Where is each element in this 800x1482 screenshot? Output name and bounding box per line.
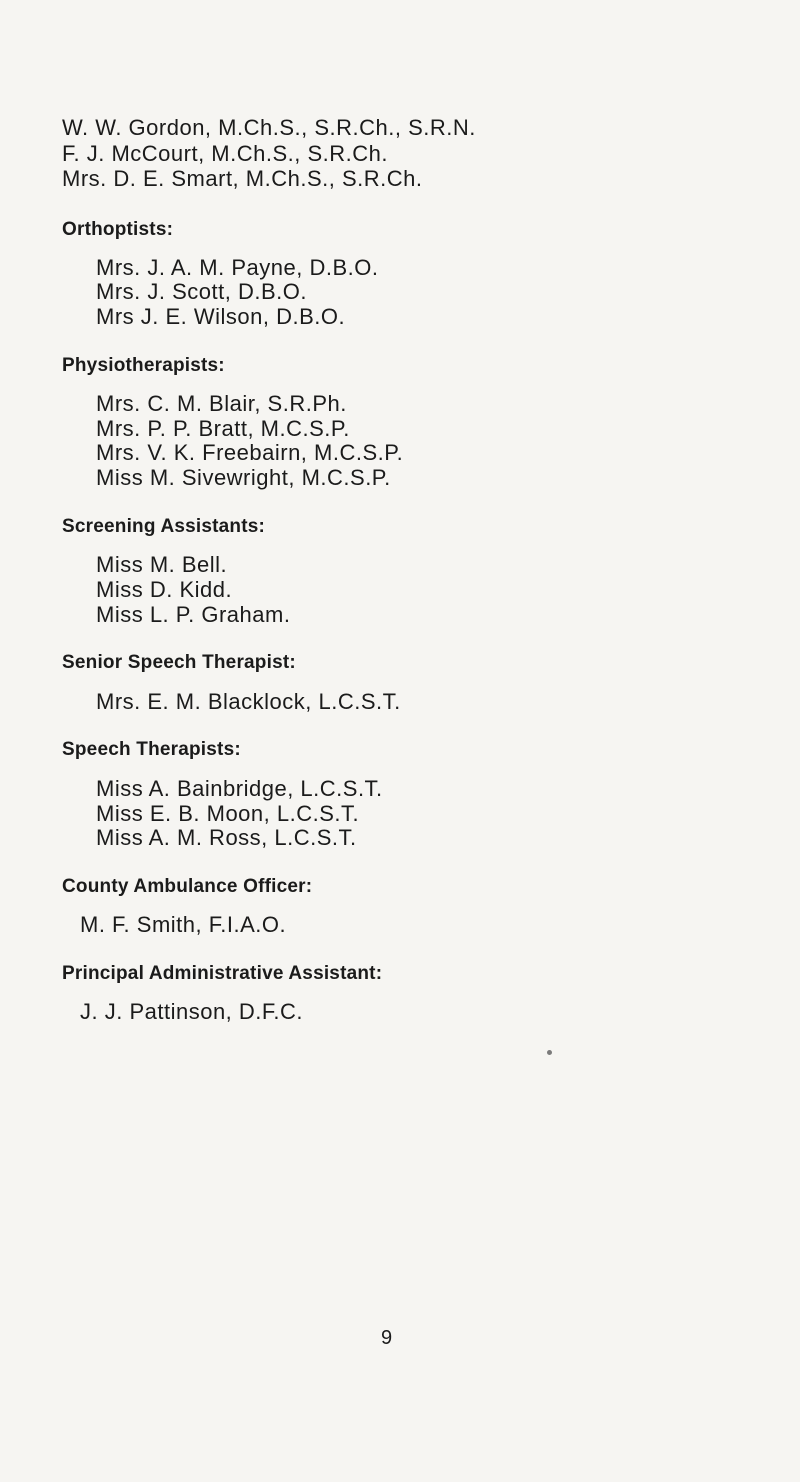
staff-entry: Miss E. B. Moon, L.C.S.T. — [96, 801, 360, 826]
staff-entry: Mrs. E. M. Blacklock, L.C.S.T. — [96, 689, 401, 714]
staff-entry: M. F. Smith, F.I.A.O. — [80, 912, 287, 937]
staff-entry: J. J. Pattinson, D.F.C. — [80, 999, 304, 1024]
staff-entry: Miss A. Bainbridge, L.C.S.T. — [96, 776, 383, 801]
staff-entry: Mrs. D. E. Smart, M.Ch.S., S.R.Ch. — [62, 166, 423, 191]
staff-entry: Mrs J. E. Wilson, D.B.O. — [96, 304, 346, 329]
staff-entry: Mrs. J. Scott, D.B.O. — [96, 279, 307, 304]
staff-entry: Miss D. Kidd. — [96, 577, 233, 602]
staff-entry: F. J. McCourt, M.Ch.S., S.R.Ch. — [62, 141, 389, 166]
section-heading-principal-administrative-assistant: Principal Administrative Assistant: — [62, 963, 383, 984]
staff-entry: Mrs. P. P. Bratt, M.C.S.P. — [96, 416, 350, 441]
section-heading-orthoptists: Orthoptists: — [62, 219, 174, 240]
section-heading-speech-therapists: Speech Therapists: — [62, 739, 241, 760]
staff-entry: Mrs. J. A. M. Payne, D.B.O. — [96, 255, 379, 280]
staff-entry: Miss M. Sivewright, M.C.S.P. — [96, 465, 391, 490]
section-heading-physiotherapists: Physiotherapists: — [62, 355, 225, 376]
staff-entry: Miss A. M. Ross, L.C.S.T. — [96, 825, 357, 850]
staff-entry: W. W. Gordon, M.Ch.S., S.R.Ch., S.R.N. — [62, 115, 476, 140]
staff-entry: Mrs. V. K. Freebairn, M.C.S.P. — [96, 440, 404, 465]
section-heading-screening-assistants: Screening Assistants: — [62, 516, 266, 537]
ink-speck — [547, 1050, 552, 1055]
section-heading-county-ambulance-officer: County Ambulance Officer: — [62, 876, 313, 897]
staff-entry: Mrs. C. M. Blair, S.R.Ph. — [96, 391, 347, 416]
staff-entry: Miss L. P. Graham. — [96, 602, 291, 627]
page-number: 9 — [381, 1327, 393, 1349]
section-heading-senior-speech-therapist: Senior Speech Therapist: — [62, 652, 296, 673]
staff-entry: Miss M. Bell. — [96, 552, 228, 577]
